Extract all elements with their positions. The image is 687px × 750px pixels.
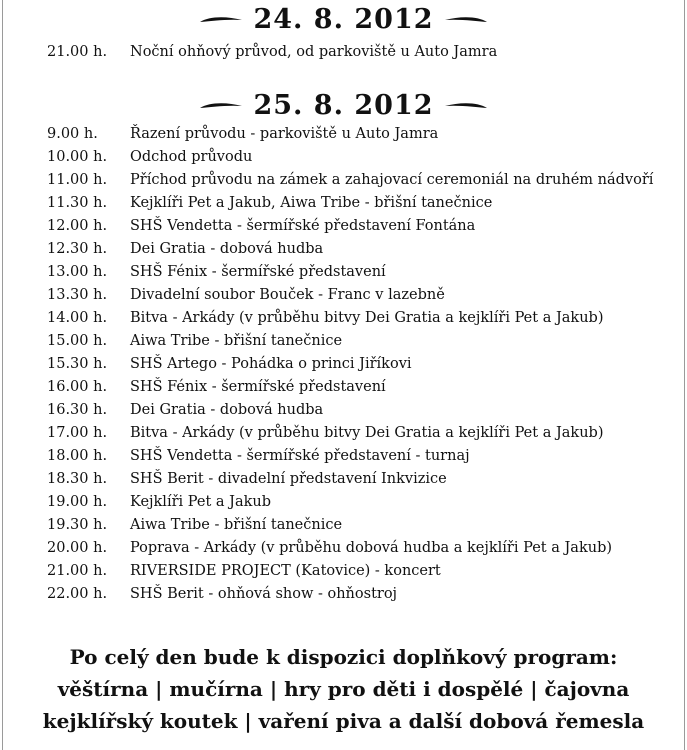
additional-program-heading: Po celý den bude k dispozici doplňkový program: <box>69 645 618 669</box>
schedule-event: RIVERSIDE PROJECT (Katovice) - koncert <box>130 563 441 579</box>
schedule-event: Příchod průvodu na zámek a zahajovací ceremoniál na druhém nádvoří <box>130 172 654 188</box>
flourish-left-icon <box>199 99 243 113</box>
schedule-time: 14.00 h. <box>47 310 108 326</box>
schedule-event: SHŠ Vendetta - šermířské představení Fontána <box>130 218 476 234</box>
schedule-event: Bitva - Arkády (v průběhu bitvy Dei Gratia a kejklíři Pet a Jakub) <box>130 310 604 326</box>
additional-program-list-2: kejklířský koutek | vaření piva a další dobová řemesla <box>42 709 645 733</box>
schedule-row <box>0 445 687 468</box>
schedule-row <box>0 238 687 261</box>
schedule-row <box>0 215 687 238</box>
date-heading-day1-text: 24. 8. 2012 <box>253 4 434 35</box>
schedule-time: 16.00 h. <box>47 379 108 395</box>
schedule-row <box>0 307 687 330</box>
schedule-time: 12.00 h. <box>47 218 108 234</box>
schedule-event: SHŠ Berit - divadelní představení Inkvizice <box>130 471 447 487</box>
schedule-row <box>0 123 687 146</box>
schedule-event: Noční ohňový průvod, od parkoviště u Auto Jamra <box>130 44 498 60</box>
schedule-time: 19.30 h. <box>47 517 108 533</box>
schedule-time: 10.00 h. <box>47 149 108 165</box>
schedule-row <box>0 284 687 307</box>
schedule-time: 11.00 h. <box>47 172 108 188</box>
schedule-row <box>0 192 687 215</box>
schedule-row <box>0 330 687 353</box>
schedule-row <box>0 353 687 376</box>
date-heading-day1 <box>0 4 687 35</box>
schedule-event: Poprava - Arkády (v průběhu dobová hudba a kejklíři Pet a Jakub) <box>130 540 613 556</box>
schedule-time: 21.00 h. <box>47 44 108 60</box>
flourish-right-icon <box>444 99 488 113</box>
schedule-time: 15.30 h. <box>47 356 108 372</box>
schedule-row <box>0 41 687 64</box>
schedule-time: 13.30 h. <box>47 287 108 303</box>
schedule-row <box>0 537 687 560</box>
schedule-time: 15.00 h. <box>47 333 108 349</box>
schedule-row <box>0 514 687 537</box>
schedule-event: Odchod průvodu <box>130 149 253 165</box>
schedule-time: 19.00 h. <box>47 494 108 510</box>
additional-program-list-1: věštírna | mučírna | hry pro děti i dospělé | čajovna <box>57 677 630 701</box>
schedule-row <box>0 583 687 606</box>
schedule-time: 21.00 h. <box>47 563 108 579</box>
schedule-event: SHŠ Vendetta - šermířské představení - turnaj <box>130 448 470 464</box>
schedule-time: 9.00 h. <box>47 126 98 142</box>
schedule-row <box>0 422 687 445</box>
schedule-row <box>0 261 687 284</box>
schedule-time: 18.00 h. <box>47 448 108 464</box>
schedule-time: 18.30 h. <box>47 471 108 487</box>
schedule-time: 22.00 h. <box>47 586 108 602</box>
schedule-event: SHŠ Fénix - šermířské představení <box>130 379 386 395</box>
schedule-time: 20.00 h. <box>47 540 108 556</box>
schedule-row <box>0 491 687 514</box>
schedule-time: 12.30 h. <box>47 241 108 257</box>
schedule-row <box>0 376 687 399</box>
schedule-event: Bitva - Arkády (v průběhu bitvy Dei Gratia a kejklíři Pet a Jakub) <box>130 425 604 441</box>
schedule-time: 16.30 h. <box>47 402 108 418</box>
schedule-event: Kejklíři Pet a Jakub <box>130 494 271 510</box>
flourish-left-icon <box>199 13 243 27</box>
schedule-event: Kejklíři Pet a Jakub, Aiwa Tribe - břišní tanečnice <box>130 195 493 211</box>
schedule-event: Aiwa Tribe - břišní tanečnice <box>130 333 343 349</box>
schedule-row <box>0 399 687 422</box>
schedule-event: SHŠ Fénix - šermířské představení <box>130 264 386 280</box>
schedule-row <box>0 169 687 192</box>
schedule-event: Dei Gratia - dobová hudba <box>130 241 324 257</box>
flourish-right-icon <box>444 13 488 27</box>
schedule-event: Divadelní soubor Bouček - Franc v lazebně <box>130 287 445 303</box>
schedule-row <box>0 468 687 491</box>
schedule-event: SHŠ Artego - Pohádka o princi Jiříkovi <box>130 356 412 372</box>
schedule-time: 13.00 h. <box>47 264 108 280</box>
schedule-row <box>0 560 687 583</box>
date-heading-day2-text: 25. 8. 2012 <box>253 90 434 121</box>
schedule-time: 17.00 h. <box>47 425 108 441</box>
schedule-event: Dei Gratia - dobová hudba <box>130 402 324 418</box>
date-heading-day2 <box>0 90 687 121</box>
schedule-time: 11.30 h. <box>47 195 108 211</box>
schedule-event: SHŠ Berit - ohňová show - ohňostroj <box>130 586 398 602</box>
schedule-row <box>0 146 687 169</box>
schedule-event: Aiwa Tribe - břišní tanečnice <box>130 517 343 533</box>
schedule-event: Řazení průvodu - parkoviště u Auto Jamra <box>130 126 439 142</box>
